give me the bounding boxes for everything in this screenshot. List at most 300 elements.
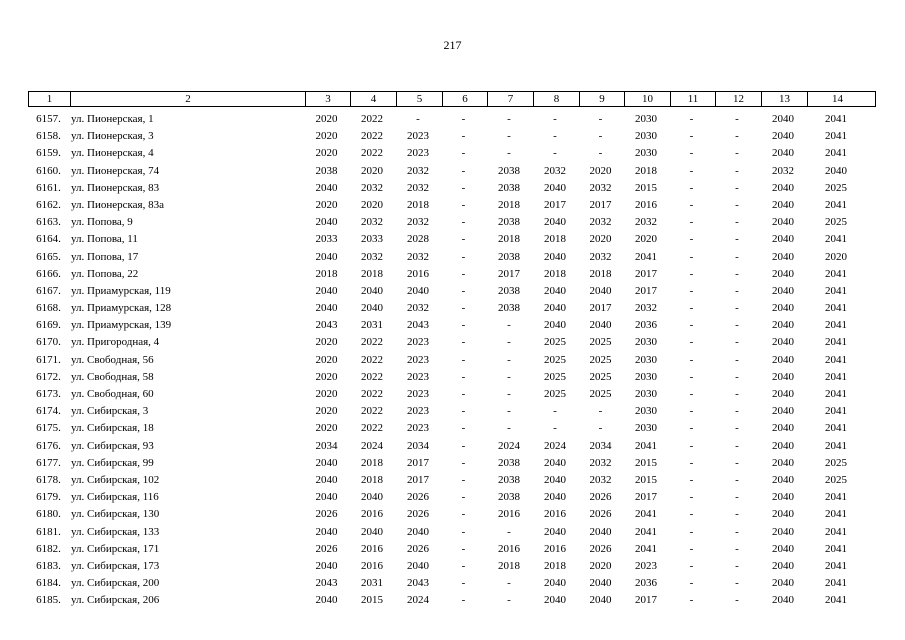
column-header-11: 11 [670, 92, 715, 106]
year-cell: 2017 [635, 267, 657, 280]
year-cell: - [461, 198, 466, 211]
table-row [28, 369, 876, 386]
year-cell: 2040 [544, 577, 566, 590]
year-cell: - [689, 508, 694, 521]
year-cell: 2020 [315, 147, 338, 160]
year-cell: 2025 [825, 216, 847, 229]
year-cell: 2031 [361, 577, 383, 590]
year-cell: 2018 [589, 267, 612, 280]
year-cell: 2034 [589, 439, 612, 452]
year-cell: - [461, 353, 466, 366]
table-row [28, 197, 876, 214]
year-cell: 2030 [635, 113, 657, 125]
year-cell: - [735, 130, 739, 143]
table-row [28, 489, 876, 506]
year-cell: - [689, 456, 694, 469]
year-cell: - [735, 216, 739, 229]
address-cell: ул. Попова, 22 [71, 267, 139, 280]
year-cell: 2040 [772, 113, 794, 125]
year-cell: - [689, 473, 694, 486]
year-cell: 2043 [407, 577, 429, 590]
year-cell: 2032 [407, 164, 429, 177]
year-cell: - [507, 130, 511, 143]
year-cell: 2040 [315, 473, 338, 486]
row-number-cell: 6166. [36, 267, 61, 280]
year-cell: 2040 [315, 284, 338, 297]
year-cell: 2040 [772, 542, 794, 555]
year-cell: 2041 [825, 439, 847, 452]
year-cell: 2040 [589, 594, 612, 607]
address-cell: ул. Сибирская, 99 [71, 456, 154, 469]
year-cell: 2028 [407, 233, 429, 246]
year-cell: 2040 [772, 267, 794, 280]
year-cell: 2032 [589, 181, 612, 194]
year-cell: 2022 [361, 405, 383, 418]
year-cell: - [461, 542, 466, 555]
year-cell: 2015 [635, 181, 657, 194]
table-row [28, 352, 876, 369]
table-row [28, 128, 876, 145]
year-cell: 2040 [544, 473, 566, 486]
year-cell: - [461, 267, 466, 280]
year-cell: 2020 [825, 250, 847, 263]
year-cell: 2022 [361, 147, 383, 160]
year-cell: 2032 [589, 216, 612, 229]
table-header-row [28, 91, 876, 107]
year-cell: 2032 [361, 216, 383, 229]
table-row [28, 145, 876, 162]
year-cell: - [735, 113, 739, 125]
table-row [28, 386, 876, 403]
year-cell: - [598, 147, 603, 160]
year-cell: - [735, 284, 739, 297]
year-cell: 2032 [589, 456, 612, 469]
year-cell: - [507, 405, 511, 418]
year-cell: 2022 [361, 388, 383, 400]
year-cell: 2016 [544, 508, 566, 521]
year-cell: 2017 [407, 473, 429, 486]
row-number-cell: 6165. [36, 250, 61, 263]
year-cell: 2040 [315, 594, 338, 607]
year-cell: 2040 [315, 302, 338, 315]
year-cell: - [507, 353, 511, 366]
year-cell: 2041 [635, 439, 657, 452]
year-cell: 2018 [407, 198, 429, 211]
year-cell: - [461, 473, 466, 486]
address-cell: ул. Свободная, 56 [71, 353, 154, 366]
year-cell: 2025 [544, 370, 566, 383]
year-cell: 2040 [772, 508, 794, 521]
year-cell: - [461, 525, 466, 538]
year-cell: - [461, 559, 466, 572]
year-cell: 2025 [589, 336, 612, 349]
year-cell: 2040 [407, 559, 429, 572]
year-cell: 2020 [315, 388, 338, 400]
year-cell: - [507, 422, 511, 435]
year-cell: - [735, 594, 739, 607]
year-cell: 2043 [315, 319, 338, 332]
year-cell: - [553, 405, 557, 418]
year-cell: - [461, 164, 466, 177]
year-cell: 2040 [544, 250, 566, 263]
table-row [28, 231, 876, 248]
year-cell: 2023 [407, 130, 429, 143]
year-cell: 2032 [361, 250, 383, 263]
year-cell: 2041 [635, 525, 657, 538]
year-cell: 2015 [361, 594, 383, 607]
year-cell: 2020 [589, 559, 612, 572]
row-number-cell: 6157. [36, 113, 61, 125]
year-cell: 2040 [544, 319, 566, 332]
year-cell: - [461, 336, 466, 349]
year-cell: 2032 [635, 302, 657, 315]
year-cell: - [689, 388, 694, 400]
table-row [28, 592, 876, 609]
year-cell: 2038 [498, 456, 520, 469]
year-cell: - [735, 370, 739, 383]
year-cell: 2032 [772, 164, 794, 177]
year-cell: - [689, 439, 694, 452]
year-cell: 2032 [635, 216, 657, 229]
year-cell: - [461, 456, 466, 469]
year-cell: 2040 [544, 525, 566, 538]
address-cell: ул. Приамурская, 128 [71, 302, 172, 315]
address-cell: ул. Приамурская, 139 [71, 319, 172, 332]
column-header-7: 7 [487, 92, 533, 106]
address-cell: ул. Пионерская, 1 [71, 113, 154, 125]
table-row [28, 506, 876, 523]
table-row [28, 455, 876, 472]
row-number-cell: 6158. [36, 130, 61, 143]
year-cell: - [598, 405, 603, 418]
year-cell: 2040 [544, 594, 566, 607]
year-cell: 2034 [315, 439, 338, 452]
year-cell: 2016 [361, 508, 383, 521]
year-cell: 2030 [635, 405, 657, 418]
year-cell: - [461, 491, 466, 504]
year-cell: 2034 [407, 439, 429, 452]
year-cell: - [461, 181, 466, 194]
year-cell: - [735, 491, 739, 504]
year-cell: 2040 [772, 491, 794, 504]
year-cell: 2040 [772, 456, 794, 469]
year-cell: 2026 [589, 508, 612, 521]
year-cell: 2040 [544, 216, 566, 229]
year-cell: 2041 [825, 267, 847, 280]
year-cell: - [689, 353, 694, 366]
year-cell: - [689, 267, 694, 280]
year-cell: - [689, 147, 694, 160]
row-number-cell: 6171. [36, 353, 61, 366]
year-cell: 2022 [361, 353, 383, 366]
year-cell: - [553, 147, 557, 160]
year-cell: - [735, 405, 739, 418]
year-cell: - [735, 577, 739, 590]
year-cell: 2031 [361, 319, 383, 332]
year-cell: 2020 [315, 422, 338, 435]
year-cell: - [461, 370, 466, 383]
year-cell: 2041 [825, 388, 847, 400]
year-cell: - [735, 559, 739, 572]
year-cell: 2022 [361, 130, 383, 143]
row-number-cell: 6162. [36, 198, 61, 211]
year-cell: - [507, 147, 511, 160]
year-cell: - [735, 542, 739, 555]
year-cell: 2026 [407, 508, 429, 521]
year-cell: 2040 [772, 302, 794, 315]
year-cell: 2038 [498, 216, 520, 229]
address-cell: ул. Приамурская, 119 [71, 284, 171, 297]
row-number-cell: 6179. [36, 491, 61, 504]
row-number-cell: 6174. [36, 405, 61, 418]
year-cell: 2038 [498, 473, 520, 486]
year-cell: 2018 [544, 233, 566, 246]
year-cell: 2023 [407, 336, 429, 349]
year-cell: 2017 [635, 594, 657, 607]
year-cell: 2020 [361, 198, 383, 211]
table-row [28, 575, 876, 592]
year-cell: - [689, 491, 694, 504]
year-cell: - [598, 113, 603, 125]
year-cell: - [507, 577, 511, 590]
year-cell: 2025 [544, 353, 566, 366]
year-cell: 2020 [361, 164, 383, 177]
year-cell: 2041 [825, 336, 847, 349]
year-cell: 2030 [635, 147, 657, 160]
year-cell: 2017 [635, 284, 657, 297]
address-cell: ул. Пионерская, 4 [71, 147, 154, 160]
year-cell: 2030 [635, 370, 657, 383]
row-number-cell: 6178. [36, 473, 61, 486]
year-cell: 2041 [635, 250, 657, 263]
year-cell: 2016 [407, 267, 429, 280]
year-cell: 2040 [772, 405, 794, 418]
year-cell: 2032 [407, 216, 429, 229]
year-cell: 2036 [635, 319, 657, 332]
year-cell: - [461, 388, 466, 400]
year-cell: - [735, 302, 739, 315]
row-number-cell: 6183. [36, 559, 61, 572]
year-cell: 2040 [361, 525, 383, 538]
row-number-cell: 6173. [36, 388, 61, 400]
row-number-cell: 6184. [36, 577, 61, 590]
year-cell: 2020 [589, 164, 612, 177]
year-cell: 2016 [498, 542, 520, 555]
year-cell: 2040 [772, 559, 794, 572]
year-cell: 2041 [825, 130, 847, 143]
column-header-12: 12 [715, 92, 761, 106]
year-cell: 2041 [825, 405, 847, 418]
year-cell: 2040 [315, 491, 338, 504]
year-cell: - [553, 130, 557, 143]
year-cell: - [689, 216, 694, 229]
year-cell: 2040 [407, 525, 429, 538]
column-header-13: 13 [761, 92, 807, 106]
year-cell: 2041 [825, 508, 847, 521]
year-cell: 2040 [544, 181, 566, 194]
year-cell: 2038 [498, 164, 520, 177]
year-cell: 2036 [635, 577, 657, 590]
year-cell: 2040 [772, 233, 794, 246]
year-cell: 2026 [315, 542, 338, 555]
year-cell: 2043 [315, 577, 338, 590]
row-number-cell: 6180. [36, 508, 61, 521]
year-cell: 2041 [635, 508, 657, 521]
year-cell: 2043 [407, 319, 429, 332]
year-cell: - [689, 577, 694, 590]
year-cell: - [507, 319, 511, 332]
table-row [28, 403, 876, 420]
year-cell: 2040 [772, 473, 794, 486]
year-cell: 2040 [589, 525, 612, 538]
address-cell: ул. Сибирская, 171 [71, 542, 160, 555]
year-cell: 2040 [361, 284, 383, 297]
year-cell: 2024 [361, 439, 383, 452]
year-cell: - [689, 181, 694, 194]
year-cell: 2032 [589, 250, 612, 263]
address-cell: ул. Сибирская, 3 [71, 405, 149, 418]
year-cell: - [461, 577, 466, 590]
year-cell: - [507, 388, 511, 400]
row-number-cell: 6159. [36, 147, 61, 160]
address-cell: ул. Сибирская, 18 [71, 422, 154, 435]
table-row [28, 283, 876, 300]
year-cell: 2017 [498, 267, 520, 280]
year-cell: 2032 [544, 164, 566, 177]
year-cell: 2033 [361, 233, 383, 246]
row-number-cell: 6168. [36, 302, 61, 315]
year-cell: - [735, 508, 739, 521]
row-number-cell: 6172. [36, 370, 61, 383]
address-cell: ул. Сибирская, 200 [71, 577, 160, 590]
column-header-9: 9 [579, 92, 624, 106]
row-number-cell: 6182. [36, 542, 61, 555]
year-cell: - [461, 508, 466, 521]
table-row [28, 472, 876, 489]
year-cell: 2040 [772, 525, 794, 538]
year-cell: 2030 [635, 353, 657, 366]
year-cell: 2016 [361, 559, 383, 572]
year-cell: 2023 [407, 405, 429, 418]
year-cell: - [735, 319, 739, 332]
year-cell: 2038 [315, 164, 338, 177]
year-cell: 2020 [589, 233, 612, 246]
year-cell: 2030 [635, 130, 657, 143]
row-number-cell: 6170. [36, 336, 61, 349]
address-cell: ул. Сибирская, 116 [71, 491, 159, 504]
year-cell: - [461, 422, 466, 435]
year-cell: 2040 [315, 181, 338, 194]
year-cell: - [461, 284, 466, 297]
year-cell: 2040 [772, 130, 794, 143]
address-cell: ул. Пионерская, 83а [71, 198, 164, 211]
year-cell: 2041 [825, 525, 847, 538]
year-cell: - [689, 319, 694, 332]
year-cell: 2016 [498, 508, 520, 521]
address-cell: ул. Пионерская, 83 [71, 181, 160, 194]
row-number-cell: 6175. [36, 422, 61, 435]
year-cell: 2040 [315, 525, 338, 538]
year-cell: 2026 [407, 542, 429, 555]
year-cell: 2040 [772, 284, 794, 297]
table-row [28, 524, 876, 541]
year-cell: - [735, 267, 739, 280]
year-cell: - [461, 113, 466, 125]
table-row [28, 541, 876, 558]
year-cell: - [735, 164, 739, 177]
year-cell: 2017 [635, 491, 657, 504]
year-cell: 2024 [498, 439, 520, 452]
address-cell: ул. Пионерская, 3 [71, 130, 154, 143]
year-cell: - [735, 473, 739, 486]
column-header-2: 2 [70, 92, 305, 106]
year-cell: 2025 [825, 473, 847, 486]
year-cell: 2040 [315, 250, 338, 263]
year-cell: 2040 [772, 353, 794, 366]
year-cell: - [735, 198, 739, 211]
year-cell: - [461, 233, 466, 246]
year-cell: 2040 [589, 319, 612, 332]
year-cell: 2033 [315, 233, 338, 246]
year-cell: 2038 [498, 302, 520, 315]
year-cell: - [735, 525, 739, 538]
address-cell: ул. Попова, 11 [71, 233, 138, 246]
year-cell: 2040 [544, 284, 566, 297]
year-cell: 2041 [825, 559, 847, 572]
year-cell: 2040 [407, 284, 429, 297]
year-cell: 2032 [407, 181, 429, 194]
table-row [28, 249, 876, 266]
address-cell: ул. Пионерская, 74 [71, 164, 160, 177]
year-cell: 2040 [544, 302, 566, 315]
year-cell: 2038 [498, 491, 520, 504]
year-cell: 2041 [635, 542, 657, 555]
year-cell: 2025 [544, 336, 566, 349]
year-cell: 2032 [407, 302, 429, 315]
row-number-cell: 6185. [36, 594, 61, 607]
year-cell: 2041 [825, 370, 847, 383]
table-row [28, 163, 876, 180]
year-cell: 2041 [825, 284, 847, 297]
year-cell: 2040 [544, 456, 566, 469]
year-cell: - [689, 302, 694, 315]
year-cell: - [461, 594, 466, 607]
table-row [28, 334, 876, 351]
year-cell: - [689, 542, 694, 555]
year-cell: 2040 [589, 577, 612, 590]
year-cell: 2040 [315, 559, 338, 572]
address-cell: ул. Свободная, 60 [71, 388, 154, 400]
year-cell: 2041 [825, 422, 847, 435]
year-cell: 2041 [825, 319, 847, 332]
year-cell: 2022 [361, 113, 383, 125]
year-cell: - [416, 113, 420, 125]
column-header-4: 4 [350, 92, 396, 106]
year-cell: - [689, 284, 694, 297]
address-cell: ул. Попова, 9 [71, 216, 133, 229]
year-cell: 2018 [498, 233, 520, 246]
year-cell: - [735, 336, 739, 349]
year-cell: 2040 [772, 370, 794, 383]
year-cell: - [689, 130, 694, 143]
table-row [28, 317, 876, 334]
year-cell: 2018 [315, 267, 338, 280]
year-cell: 2041 [825, 198, 847, 211]
year-cell: 2018 [544, 267, 566, 280]
year-cell: 2040 [361, 491, 383, 504]
year-cell: - [461, 250, 466, 263]
table-body [28, 111, 876, 609]
